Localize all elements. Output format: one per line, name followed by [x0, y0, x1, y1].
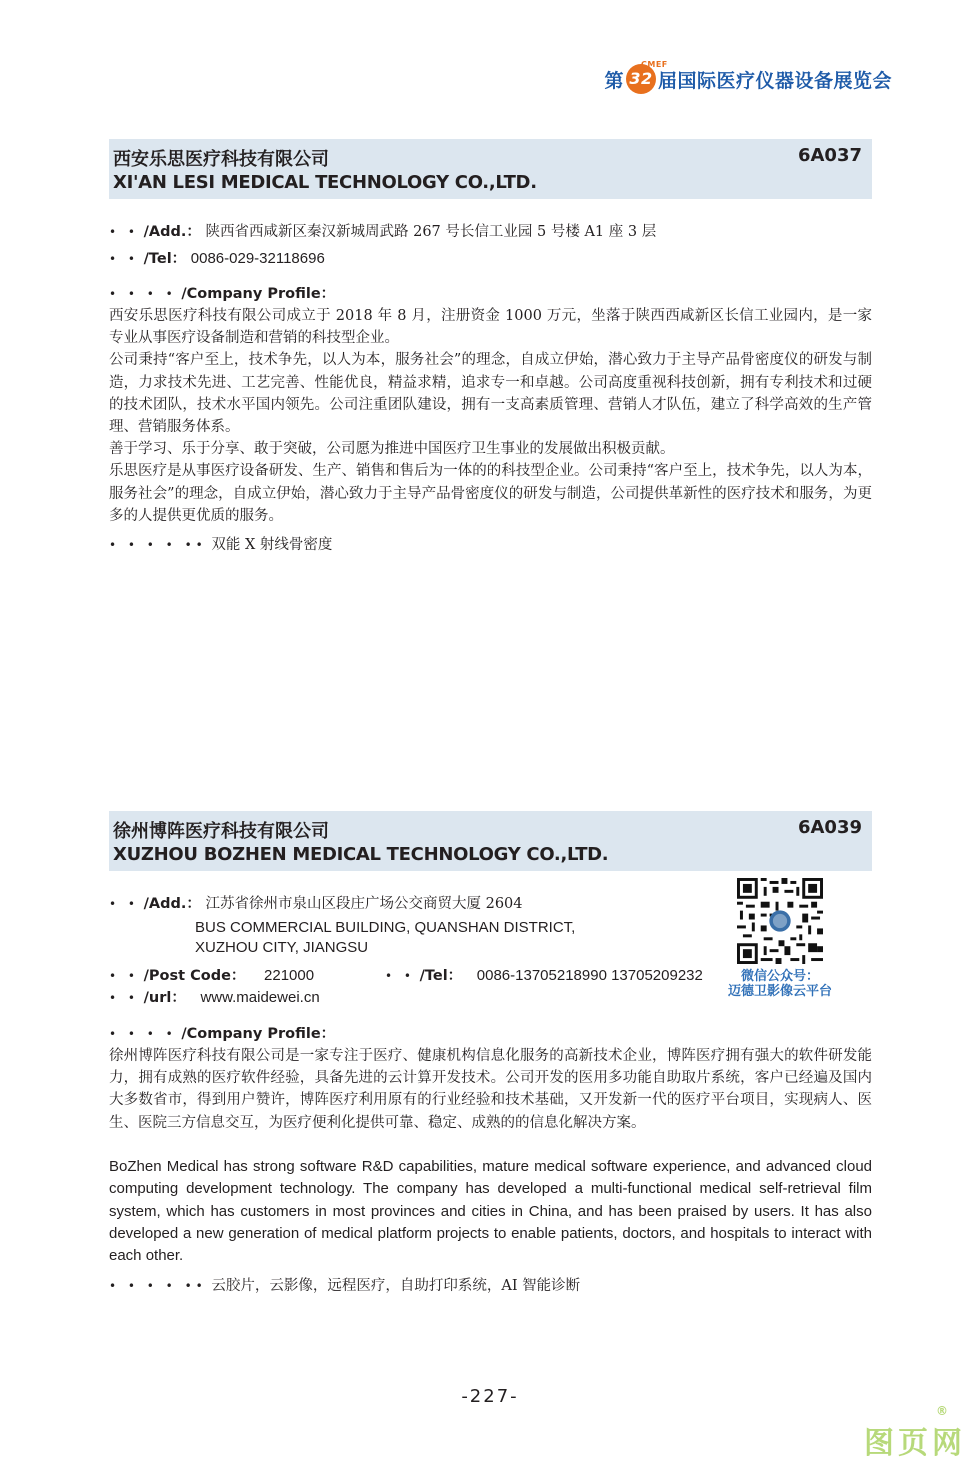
- qr-caption-line-2: 迈德卫影像云平台: [727, 984, 832, 999]
- tel-label: /Tel：: [419, 968, 463, 984]
- bullets: • • • • ••: [109, 538, 207, 552]
- bullets: • •: [109, 897, 139, 911]
- bullets: • • • •: [109, 1027, 177, 1041]
- products-row: [109, 534, 332, 556]
- postcode-value: 221000: [264, 967, 315, 984]
- company-name-en: XI'AN LESI MEDICAL TECHNOLOGY CO.,LTD.: [113, 172, 537, 193]
- bullets: • •: [109, 991, 139, 1005]
- tel-label: /Tel：: [143, 251, 187, 267]
- bullets: • •: [109, 225, 139, 239]
- url-value: www.maidewei.cn: [200, 989, 320, 1006]
- products-value: 云胶片，云影像，远程医疗，自助打印系统，AI 智能诊断: [211, 1278, 581, 1294]
- url-row: [109, 987, 320, 1009]
- company-profile-1: [109, 305, 872, 527]
- address-label: /Add.：: [143, 896, 201, 912]
- bullets: • • • •: [109, 287, 177, 301]
- qr-caption-line-1: 微信公众号：: [740, 969, 819, 984]
- booth-number: 6A039: [797, 817, 862, 838]
- company-name-cn: 西安乐思医疗科技有限公司: [113, 149, 329, 170]
- watermark: [864, 1404, 966, 1462]
- bullets: • •: [109, 969, 139, 983]
- company-profile-2-en: BoZhen Medical has strong software R&D capabilities, mature medical software experience, and advanced cloud computing development technology. The company has developed a multi-functional medical self-retrieval film system, which has customers in most provinces and cities in China, and has been praised by users. It has also developed a new generation of medical platform projects to enable patients, doctors, and hospitals to interact with each other.: [109, 1158, 872, 1265]
- address-row: [109, 221, 656, 243]
- company-header-1: [109, 139, 872, 199]
- tel-row: [109, 248, 325, 270]
- company-name-cn: 徐州博阵医疗科技有限公司: [113, 821, 329, 842]
- address-value-en-1: BUS COMMERCIAL BUILDING, QUANSHAN DISTRICT,: [195, 919, 576, 936]
- bullets: • •: [385, 969, 415, 983]
- url-label: /url：: [143, 990, 186, 1006]
- profile-paragraph: 乐思医疗是从事医疗设备研发、生产、销售和售后为一体的的科技型企业。公司秉持“客户至上，技术争先，以人为本，服务社会”的理念，自成立伊始，潜心致力于主导产品骨密度仪的研发与制造，公司提供革新性的医疗技术和服务，为更多的人提供更优质的服务。: [109, 463, 872, 524]
- profile-paragraph: 公司秉持“客户至上，技术争先，以人为本，服务社会”的理念，自成立伊始，潜心致力于主导产品骨密度仪的研发与制造，力求技术先进、工艺完善、性能优良，精益求精，追求专一和卓越。公司高度重视科技创新，拥有专利技术和过硬的技术团队，技术水平国内领先。公司注重团队建设，拥有一支高素质管理、营销人才队伍，建立了科学高效的生产管理、营销服务体系。: [109, 352, 872, 436]
- logo-edition-badge: [624, 60, 668, 94]
- tel-row: [385, 965, 703, 987]
- tel-value: 0086-13705218990 13705209232: [476, 967, 703, 984]
- products-value: 双能 X 射线骨密度: [211, 537, 333, 553]
- registered-mark: ®: [936, 1404, 948, 1418]
- logo-edition-sup: CMEF: [640, 60, 668, 69]
- qr-caption: [715, 969, 845, 999]
- logo-prefix: 第: [604, 69, 624, 92]
- profile-paragraph: 西安乐思医疗科技有限公司成立于 2018 年 8 月，注册资金 1000 万元，坐落于陕西西咸新区长信工业园内，是一家专业从事医疗设备制造和营销的科技型企业。: [109, 308, 872, 347]
- address-value-en-2: XUZHOU CITY, JIANGSU: [195, 939, 369, 956]
- postcode-row: [109, 965, 314, 987]
- company-header-2: [109, 811, 872, 871]
- company-name-en: XUZHOU BOZHEN MEDICAL TECHNOLOGY CO.,LTD.: [113, 844, 609, 865]
- profile-label: /Company Profile：: [181, 286, 336, 302]
- watermark-text: 图页网: [864, 1426, 966, 1461]
- profile-label-row: [109, 283, 335, 305]
- bullets: • •: [109, 252, 139, 266]
- booth-number: 6A037: [797, 145, 862, 166]
- address-label: /Add.：: [143, 224, 201, 240]
- company-profile-2-cn: 徐州博阵医疗科技有限公司是一家专注于医疗、健康机构信息化服务的高新技术企业，博阵医疗拥有强大的软件研发能力，拥有成熟的医疗软件经验，具备先进的云计算开发技术。公司开发的医用多功能自助取片系统，客户已经遍及国内大多数省市，得到用户赞许，博阵医疗利用原有的行业经验和技术基础，又开发新一代的医疗平台项目，实现病人、医生、医院三方信息交互，为医疗便利化提供可靠、稳定、成熟的的信息化解决方案。: [109, 1048, 872, 1131]
- logo-edition-number: 32: [626, 64, 656, 94]
- bullets: • • • • ••: [109, 1279, 207, 1293]
- address-row: [109, 893, 523, 915]
- profile-paragraph: 善于学习、乐于分享、敢于突破，公司愿为推进中国医疗卫生事业的发展做出积极贡献。: [109, 441, 675, 458]
- logo-suffix: 届国际医疗仪器设备展览会: [657, 69, 892, 92]
- profile-label: /Company Profile：: [181, 1026, 336, 1042]
- wechat-qr-code: [737, 878, 823, 964]
- products-row: [109, 1275, 580, 1297]
- address-value-cn: 江苏省徐州市泉山区段庄广场公交商贸大厦 2604: [205, 896, 523, 912]
- exhibition-logo: [604, 60, 892, 94]
- page-number: -227-: [461, 1386, 519, 1407]
- tel-value: 0086-029-32118696: [190, 250, 325, 267]
- profile-label-row: [109, 1023, 335, 1045]
- postcode-label: /Post Code：: [143, 968, 246, 984]
- address-value: 陕西省西咸新区秦汉新城周武路 267 号长信工业园 5 号楼 A1 座 3 层: [205, 224, 657, 240]
